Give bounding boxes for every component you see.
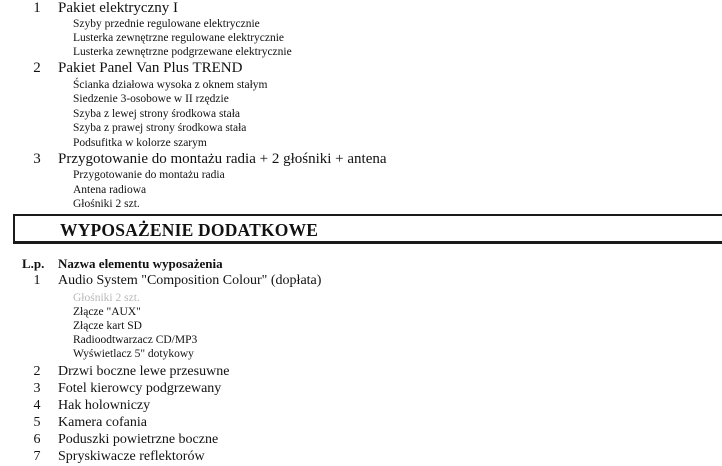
package-subitem: Przygotowanie do montażu radia — [73, 169, 225, 181]
equipment-name: Hak holowniczy — [58, 398, 151, 413]
equipment-name: Drzwi boczne lewe przesuwne — [58, 364, 230, 379]
equipment-subitem: Złącze "AUX" — [73, 306, 141, 318]
section-heading-box — [13, 214, 722, 244]
section-title: WYPOSAŻENIE DODATKOWE — [60, 220, 319, 240]
package-subitem: Lusterka zewnętrzne podgrzewane elektrycznie — [73, 46, 292, 58]
equipment-subitem: Głośniki 2 szt. — [73, 292, 140, 304]
equipment-subitem: Radioodtwarzacz CD/MP3 — [73, 334, 198, 346]
equipment-number: 1 — [33, 273, 41, 288]
column-header-lp: L.p. — [22, 256, 45, 271]
equipment-number: 4 — [33, 398, 41, 413]
package-name: Pakiet elektryczny I — [58, 0, 178, 16]
equipment-name: Spryskiwacze reflektorów — [58, 449, 205, 464]
equipment-number: 7 — [33, 449, 41, 464]
package-number: 2 — [33, 60, 41, 76]
package-subitem: Szyba z prawej strony środkowa stała — [73, 122, 247, 134]
equipment-name: Fotel kierowcy podgrzewany — [58, 381, 222, 396]
equipment-number: 3 — [33, 381, 41, 396]
column-header-name: Nazwa elementu wyposażenia — [58, 256, 223, 271]
package-number: 3 — [33, 151, 41, 167]
equipment-name: Poduszki powietrzne boczne — [58, 432, 219, 447]
package-name: Pakiet Panel Van Plus TREND — [58, 60, 243, 76]
equipment-number: 2 — [33, 364, 41, 379]
package-subitem: Szyba z lewej strony środkowa stała — [73, 108, 241, 120]
package-subitem: Głośniki 2 szt. — [73, 198, 140, 210]
equipment-number: 5 — [33, 415, 41, 430]
equipment-subitem: Wyświetlacz 5" dotykowy — [73, 348, 194, 360]
equipment-subitem: Złącze kart SD — [73, 320, 142, 332]
package-subitem: Siedzenie 3-osobowe w II rzędzie — [73, 93, 229, 105]
package-number: 1 — [33, 0, 41, 16]
package-subitem: Podsufitka w kolorze szarym — [73, 137, 207, 149]
package-subitem: Szyby przednie regulowane elektrycznie — [73, 18, 260, 30]
package-name: Przygotowanie do montażu radia + 2 głośniki + antena — [58, 151, 387, 167]
equipment-number: 6 — [33, 432, 41, 447]
equipment-name: Kamera cofania — [58, 415, 147, 430]
package-subitem: Ścianka działowa wysoka z oknem stałym — [73, 79, 268, 91]
package-subitem: Antena radiowa — [73, 184, 147, 196]
package-subitem: Lusterka zewnętrzne regulowane elektrycznie — [73, 32, 285, 44]
equipment-name: Audio System "Composition Colour" (dopłata) — [58, 273, 322, 288]
